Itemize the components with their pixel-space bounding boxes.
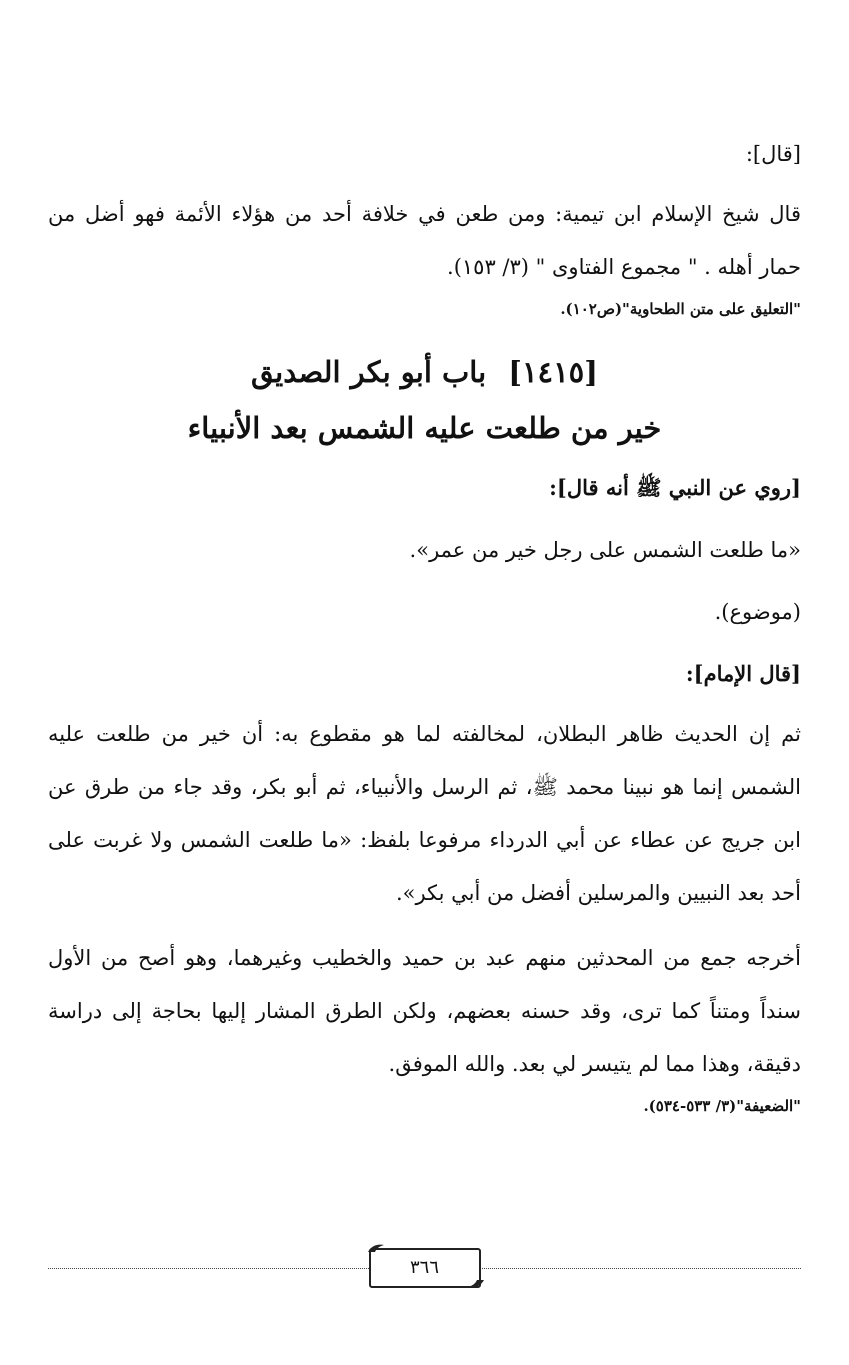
chapter-title: باب أبو بكر الصديق: [251, 355, 487, 389]
ornament-bottom-right-icon: [467, 1278, 485, 1290]
page-content: [48, 132, 801, 1121]
page-number-box: [369, 1248, 481, 1288]
section-label-qal: [قال]:: [745, 142, 801, 166]
source-citation-daifah: "الضعيفة"(٣/ ٥٣٣-٥٣٤).: [643, 1097, 801, 1115]
hadith-grade: (موضوع).: [714, 600, 801, 624]
imam-commentary-paragraph-2: أخرجه جمع من المحدثين منهم عبد بن حميد والخطيب وغيرهما، وهو أصح من الأول سنداً ومتناً كما ترى، وقد حسنه بعضهم، ولكن الطرق المشار إليها بحاجة إلى دراسة دقيقة، وهذا مما لم يتيسر لي بعد. والله الموفق.: [48, 946, 801, 1076]
ibn-taymiyyah-quote: قال شيخ الإسلام ابن تيمية: ومن طعن في خلافة أحد من هؤلاء الأئمة فهو أضل من حمار أهله . " مجموع الفتاوى " (٣/ ١٥٣).: [48, 202, 801, 279]
imam-commentary-paragraph-1: ثم إن الحديث ظاهر البطلان، لمخالفته لما هو مقطوع به: أن خير من طلعت عليه الشمس إنما هو نبينا محمد ﷺ، ثم الرسل والأنبياء، ثم أبو بكر، وقد جاء من طرق عن ابن جريج عن عطاء عن أبي الدرداء مرفوعا بلفظ: «ما طلعت الشمس ولا غربت على أحد بعد النبيين والمرسلين أفضل من أبي بكر».: [48, 722, 801, 905]
chapter-heading-line1: [48, 344, 801, 400]
source-citation-tahawiyyah: "التعليق على متن الطحاوية"(ص١٠٢).: [560, 300, 801, 318]
section-label-imam: [قال الإمام]:: [685, 661, 801, 686]
chapter-subtitle: خير من طلعت عليه الشمس بعد الأنبياء: [187, 411, 662, 445]
chapter-heading: [48, 344, 801, 456]
page-footer: [48, 1240, 801, 1300]
ornament-top-left-icon: [367, 1242, 385, 1254]
chapter-number: [١٤١٥]: [508, 355, 598, 389]
hadith-text: «ما طلعت الشمس على رجل خير من عمر».: [409, 538, 801, 562]
hadith-intro: [روي عن النبي ﷺ أنه قال]:: [549, 475, 801, 500]
page-number: ٣٦٦: [409, 1257, 439, 1278]
